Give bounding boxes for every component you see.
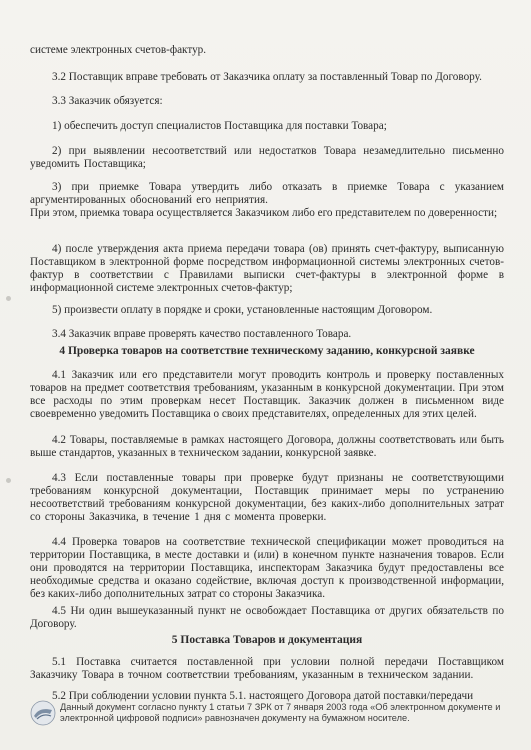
paragraph: 4.5 Ни один вышеуказанный пункт не освобождает Поставщика от других обязательств по Договору. [30, 605, 504, 630]
paragraph: 5) произвести оплату в порядке и сроки, установленные настоящим Договором. [52, 304, 433, 316]
paragraph: 3.3 Заказчик обязуется: [52, 95, 163, 107]
punch-hole [6, 296, 11, 301]
paragraph: При этом, приемка товара осуществляется Заказчиком либо его представителем по доверенности; [30, 207, 498, 219]
paragraph: 4) после утверждения акта приема передачи товара (ов) принять счет-фактуру, выписанную Поставщиком в электронной форме посредством информационной системы электронных счетов-фактур в соответствии с Правилами выписки счет-фактуры в электронной форме в информационной системе электронных счетов-фактур; [30, 243, 504, 294]
paragraph: 1) обеспечить доступ специалистов Поставщика для поставки Товара; [52, 120, 387, 132]
paragraph: 3.2 Поставщик вправе требовать от Заказчика оплату за поставленный Товар по Договору. [52, 71, 482, 83]
paragraph: 3) при приемке Товара утвердить либо отказать в приемке Товара с указанием аргументированных обоснований его неприятия. [30, 181, 504, 206]
paragraph: 5.2 При соблюдении условии пункта 5.1. настоящего Договора датой поставки/передачи [52, 690, 474, 702]
punch-hole [6, 478, 11, 483]
footer-note: Данный документ согласно пункту 1 статьи 7 ЗРК от 7 января 2003 года «Об электронном документе и электронной цифровой подписи» равнозначен документу на бумажном носителе. [60, 702, 501, 723]
paragraph: 4.1 Заказчик или его представители могут проводить контроль и проверку поставленных товаров на предмет соответствия требованиям, указанным в конкурсной документации. При этом все расходы по этим проверкам несет Поставщик. Заказчик должен в письменном виде своевременно уведомить Поставщика о своих представителях, определенных для этих целей. [30, 369, 504, 420]
paragraph: 2) при выявлении несоответствий или недостатков Товара незамедлительно письменно уведомить Поставщика; [30, 145, 504, 170]
paragraph: 4.3 Если поставленные товары при проверке будут признаны не соответствующими требованиям конкурсной документации, Поставщик принимает меры по устранению несоответствий требованиям конкурсной документации, без каких-либо дополнительных затрат со стороны Заказчика, в течение 1 дня с момента проверки. [30, 472, 504, 523]
paragraph: 5.1 Поставка считается поставленной при условии полной передачи Поставщиком Заказчику Товара в точном соответствии требованиям, указанным в техническом задании. [30, 656, 504, 681]
paragraph: 4.2 Товары, поставляемые в рамках настоящего Договора, должны соответствовать или быть выше стандартов, указанных в техническом задании, конкурсной заявке. [30, 434, 504, 459]
paragraph: 4.4 Проверка товаров на соответствие технической спецификации может проводиться на территории Поставщика, в месте доставки и (или) в конечном пункте назначения товаров. Если они проводятся на территории Поставщика, инспекторам Заказчика будут предоставлены все необходимые средства и оказано содействие, включая доступ к производственной информации, без каких-либо дополнительных затрат со стороны Заказчика. [30, 536, 504, 600]
footer [30, 700, 510, 744]
paragraph: 3.4 Заказчик вправе проверять качество поставленного Товара. [52, 328, 352, 340]
section-heading: 5 Поставка Товаров и документация [171, 634, 363, 646]
section-heading: 4 Проверка товаров на соответствие техническому заданию, конкурсной заявке [59, 345, 475, 357]
paragraph: системе электронных счетов-фактур. [30, 44, 207, 56]
e-document-seal-icon [30, 700, 56, 726]
